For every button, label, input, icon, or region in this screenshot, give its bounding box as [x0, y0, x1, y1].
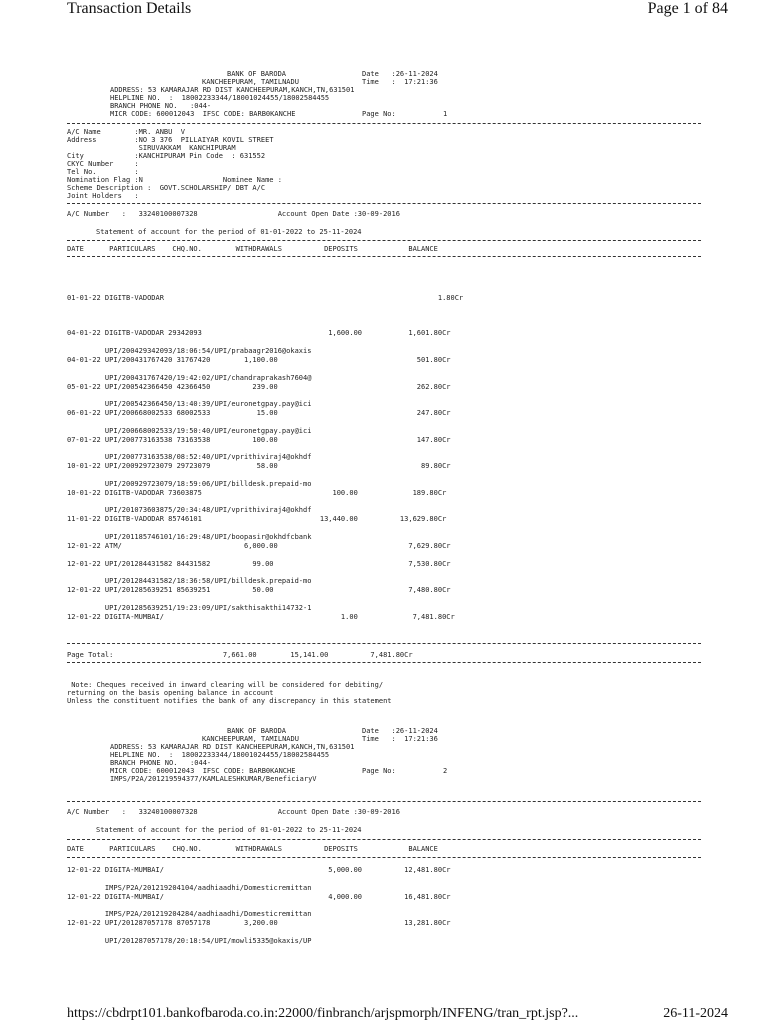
page-no-value: 2	[443, 767, 448, 775]
micr-ifsc: MICR CODE: 600012043 IFSC CODE: BARB0KANCHE	[110, 110, 296, 118]
transaction-detail: UPI/200929723079/18:59:06/UPI/billdesk.prepaid-mo	[67, 479, 312, 488]
note-line-1: Note: Cheques received in inward clearing will be considered for debiting/	[67, 681, 384, 689]
branch-phone: BRANCH PHONE NO. :044-	[110, 102, 212, 110]
bank-name: BANK OF BARODA	[227, 727, 287, 735]
divider	[67, 203, 701, 204]
print-date: 26-11-2024	[663, 1006, 728, 1021]
divider	[67, 643, 701, 644]
address-line-2: SIRUVAKKAM KANCHIPURAM	[67, 144, 236, 152]
page-url: https://cbdrpt101.bankofbaroda.co.in:22000/finbranch/arjspmorph/INFENG/tran_rpt.jsp?...	[67, 1006, 579, 1021]
transaction-detail: UPI/200773163538/08:52:40/UPI/vprithiviraj4@okhdf	[67, 453, 312, 462]
table-row: 12-01-22 DIGITA-MUMBAI/ 5,000.00 12,481.80Cr	[67, 866, 451, 874]
statement-period: Statement of account for the period of 01-01-2022 to 25-11-2024	[96, 228, 362, 236]
ac-name-line: A/C Name :MR. ANBU V	[67, 128, 186, 136]
transaction-detail: UPI/200542366450/13:40:39/UPI/euronetgpay.pay@ici	[67, 400, 312, 409]
transaction-detail: UPI/201284431582/18:36:58/UPI/billdesk.prepaid-mo	[67, 577, 312, 586]
divider	[67, 256, 701, 257]
transaction-detail: IMPS/P2A/201219204104/aadhiaadhi/Domesticremittan	[67, 883, 312, 892]
table-row: 01-01-22 DIGITB-VADODAR 1.80Cr	[67, 294, 464, 302]
table-row: 12-01-22 ATM/ 6,000.00 7,629.80Cr	[67, 541, 451, 550]
branch-name: KANCHEEPURAM, TAMILNADU	[202, 735, 299, 743]
table-row: 12-01-22 UPI/201285639251 85639251 50.00 7,480.80Cr	[67, 586, 451, 595]
report-time: Time : 17:21:36	[362, 78, 438, 86]
joint-holders-line: Joint Holders :	[67, 192, 139, 200]
report-time: Time : 17:21:36	[362, 735, 438, 743]
nomination-line: Nomination Flag :N Nominee Name :	[67, 176, 282, 184]
page-no-value: 1	[443, 110, 448, 118]
table-row: 12-01-22 DIGITA-MUMBAI/ 1.00 7,481.80Cr	[67, 612, 455, 621]
divider	[67, 857, 701, 858]
transaction-detail: UPI/201073603875/20:34:48/UPI/vprithiviraj4@okhdf	[67, 506, 312, 515]
bank-address: ADDRESS: 53 KAMARAJAR RD DIST KANCHEEPURAM,KANCH,TN,631501	[110, 743, 355, 751]
table-row: 10-01-22 UPI/200929723079 29723079 58.00 89.80Cr	[67, 462, 451, 471]
transaction-detail: IMPS/P2A/201219204284/aadhiaadhi/Domesticremittan	[67, 910, 312, 919]
table-row: 12-01-22 DIGITA-MUMBAI/ 4,000.00 16,481.80Cr	[67, 892, 451, 901]
table-row: 12-01-22 UPI/201284431582 84431582 99.00 7,530.80Cr	[67, 559, 451, 568]
report-date: Date :26-11-2024	[362, 70, 438, 78]
divider	[67, 839, 701, 840]
page-no-label: Page No:	[362, 767, 396, 775]
note-line-2: returning on the basis opening balance in account	[67, 689, 274, 697]
table-row: 05-01-22 UPI/200542366450 42366450 239.00 262.80Cr	[67, 382, 451, 391]
table-row: 06-01-22 UPI/200668002533 68002533 15.00 247.80Cr	[67, 409, 451, 418]
address-line: Address :NO 3 376 PILLAIYAR KOVIL STREET	[67, 136, 274, 144]
imps-beneficiary-line: IMPS/P2A/201219594377/KAMLALESHKUMAR/BeneficiaryV	[110, 775, 317, 783]
account-number-line: A/C Number : 33240100007328 Account Open Date :30-09-2016	[67, 808, 400, 816]
city-line: City :KANCHIPURAM Pin Code : 631552	[67, 152, 266, 160]
page-indicator: Page 1 of 84	[647, 0, 728, 17]
divider	[67, 801, 701, 802]
bank-address: ADDRESS: 53 KAMARAJAR RD DIST KANCHEEPURAM,KANCH,TN,631501	[110, 86, 355, 94]
statement-period: Statement of account for the period of 01-01-2022 to 25-11-2024	[96, 826, 362, 834]
table-row: 04-01-22 DIGITB-VADODAR 29342093 1,600.00 1,601.80Cr	[67, 329, 451, 338]
transaction-detail: UPI/200431767420/19:42:02/UPI/chandraprakash7604@	[67, 373, 312, 382]
table-row: 11-01-22 DIGITB-VADODAR 85746101 13,440.00 13,629.80Cr	[67, 515, 447, 524]
table-row: 07-01-22 UPI/200773163538 73163538 100.00 147.80Cr	[67, 435, 451, 444]
transaction-detail: UPI/200668002533/19:50:40/UPI/euronetgpay.pay@ici	[67, 426, 312, 435]
note-line-3: Unless the constituent notifies the bank of any discrepancy in this statement	[67, 697, 392, 705]
helpline: HELPLINE NO. : 18002233344/18001024455/18002584455	[110, 751, 330, 759]
divider	[67, 240, 701, 241]
table-row: 04-01-22 UPI/200431767420 31767420 1,100.00 501.80Cr	[67, 355, 451, 364]
scheme-line: Scheme Description : GOVT.SCHOLARSHIP/ DBT A/C	[67, 184, 266, 192]
transaction-detail: UPI/201185746101/16:29:48/UPI/boopasir@okhdfcbank	[67, 532, 312, 541]
account-number-line: A/C Number : 33240100007328 Account Open Date :30-09-2016	[67, 210, 400, 218]
page-total: Page Total: 7,661.00 15,141.00 7,481.80Cr	[67, 651, 413, 659]
divider	[67, 123, 701, 124]
helpline: HELPLINE NO. : 18002233344/18001024455/18002584455	[110, 94, 330, 102]
tel-line: Tel No. :	[67, 168, 139, 176]
transaction-detail: UPI/201285639251/19:23:09/UPI/sakthisakthi14732-1	[67, 603, 312, 612]
branch-name: KANCHEEPURAM, TAMILNADU	[202, 78, 299, 86]
ckyc-line: CKYC Number :	[67, 160, 139, 168]
divider	[67, 662, 701, 663]
table-row: 12-01-22 UPI/201287057178 87057178 3,200.00 13,281.80Cr	[67, 919, 451, 928]
branch-phone: BRANCH PHONE NO. :044-	[110, 759, 212, 767]
report-date: Date :26-11-2024	[362, 727, 438, 735]
transaction-detail: UPI/201287057178/20:18:54/UPI/mowli5335@okaxis/UP	[67, 936, 312, 945]
table-row: 10-01-22 DIGITB-VADODAR 73603875 100.00 189.80Cr	[67, 488, 447, 497]
bank-name: BANK OF BARODA	[227, 70, 287, 78]
print-title: Transaction Details	[67, 0, 192, 17]
transaction-detail: UPI/200429342093/18:06:54/UPI/prabaagr2016@okaxis	[67, 347, 312, 356]
page-no-label: Page No:	[362, 110, 396, 118]
micr-ifsc: MICR CODE: 600012043 IFSC CODE: BARB0KANCHE	[110, 767, 296, 775]
table-header: DATE PARTICULARS CHQ.NO. WITHDRAWALS DEPOSITS BALANCE	[67, 245, 438, 253]
table-header: DATE PARTICULARS CHQ.NO. WITHDRAWALS DEPOSITS BALANCE	[67, 845, 438, 853]
